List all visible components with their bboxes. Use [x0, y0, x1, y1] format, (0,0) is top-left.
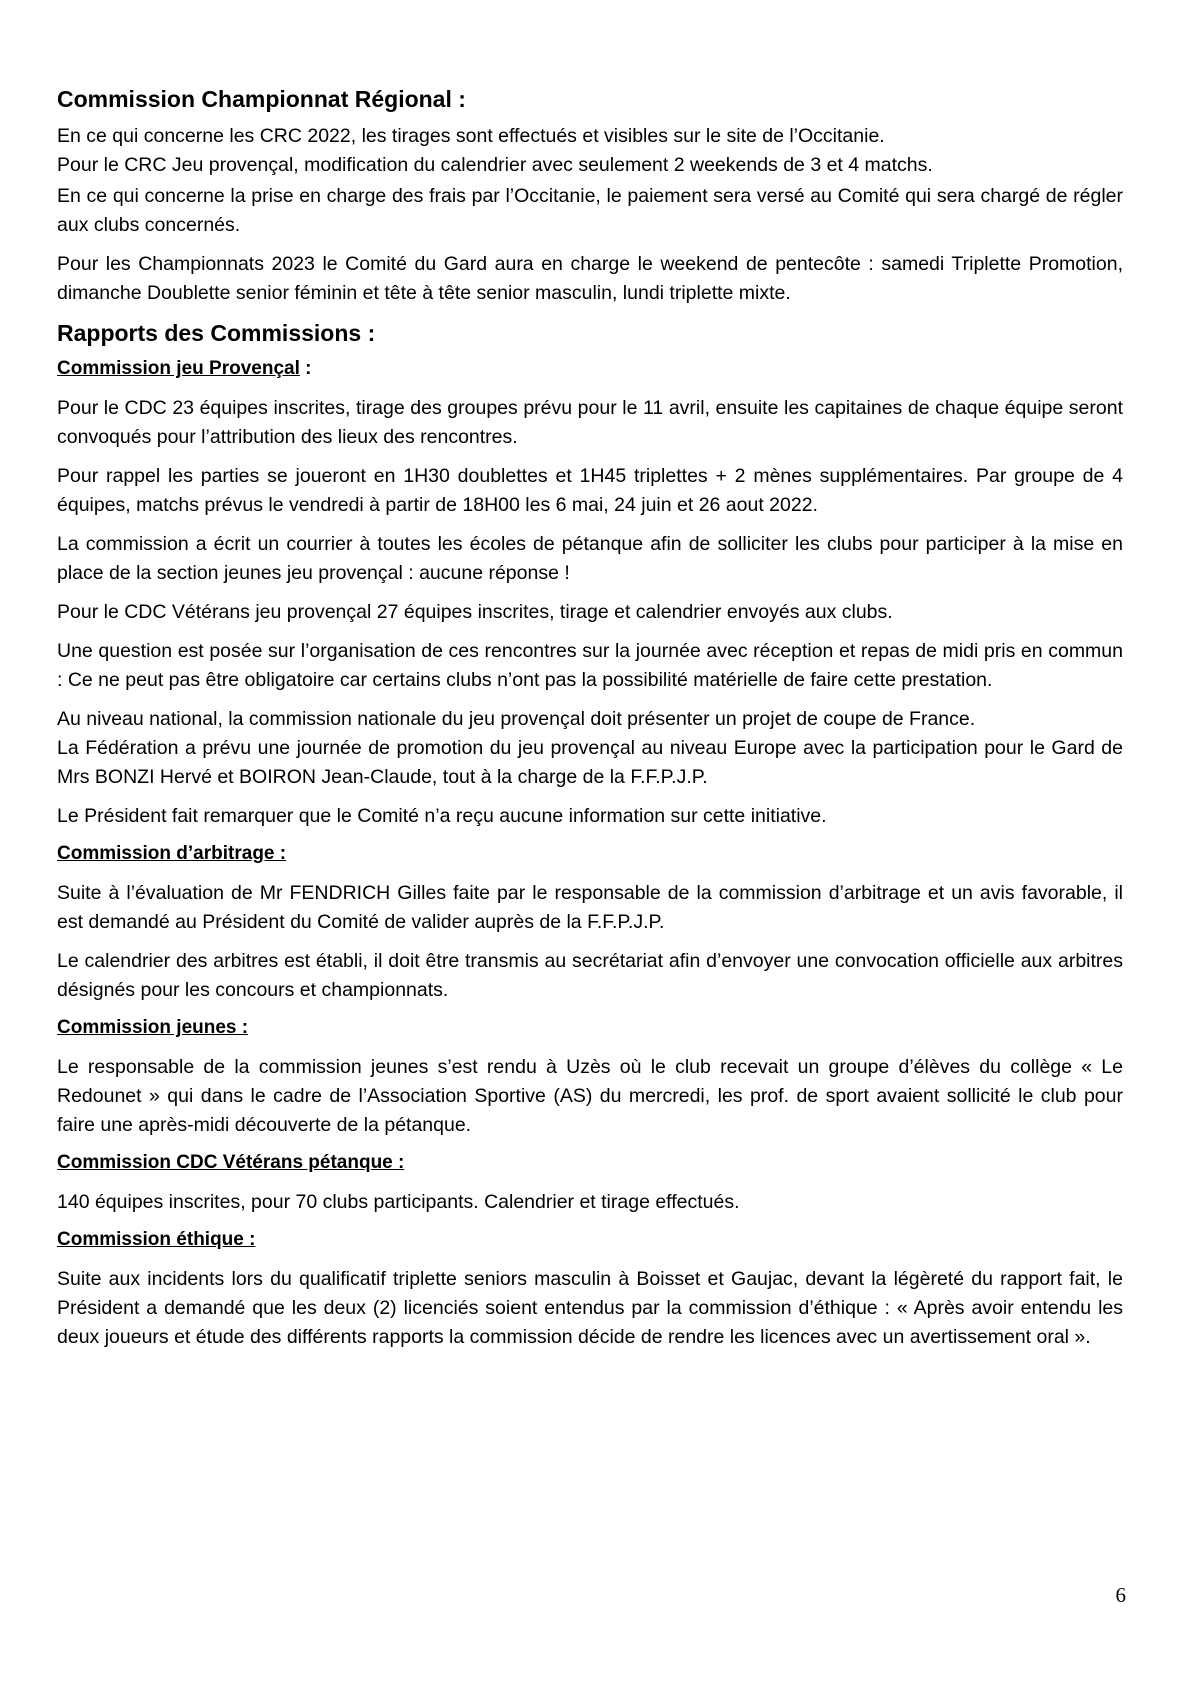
paragraph: Pour le CDC Vétérans jeu provençal 27 équipes inscrites, tirage et calendrier envoyés aux clubs.: [57, 601, 893, 623]
page-number: 6: [1115, 1583, 1126, 1607]
paragraph: Pour les Championnats 2023 le Comité du Gard aura en charge le weekend de pentecôte : samedi Triplette Promotion, dimanche Doublette senior féminin et tête à tête senior masculin, lundi triplette mixte.: [57, 253, 1123, 304]
heading-underlined-part: Commission jeu Provençal: [57, 358, 300, 379]
paragraph: 140 équipes inscrites, pour 70 clubs participants. Calendrier et tirage effectués.: [57, 1191, 740, 1213]
paragraph: Pour rappel les parties se joueront en 1H30 doublettes et 1H45 triplettes + 2 mènes supplémentaires. Par groupe de 4 équipes, matchs prévus le vendredi à partir de 18H00 les 6 mai, 24 juin et 26 aout 2022.: [57, 465, 1123, 516]
paragraph: Une question est posée sur l’organisation de ces rencontres sur la journée avec réception et repas de midi pris en commun : Ce ne peut pas être obligatoire car certains clubs n’ont pas la possibilité matérielle de faire cette prestation.: [57, 640, 1123, 691]
paragraph: [57, 122, 1123, 180]
paragraph: Suite aux incidents lors du qualificatif triplette seniors masculin à Boisset et Gaujac, devant la légèreté du rapport fait, le Président a demandé que les deux (2) licenciés soient entendus par la commission d’éthique : « Après avoir entendu les deux joueurs et étude des différents rapports la commission décide de rendre les licences avec un avertissement oral ».: [57, 1268, 1123, 1348]
heading-rapports-commissions: Rapports des Commissions :: [57, 320, 376, 346]
heading-commission-cdc-veterans: Commission CDC Vétérans pétanque :: [57, 1152, 405, 1173]
heading-commission-arbitrage: Commission d’arbitrage :: [57, 843, 287, 864]
paragraph: Le responsable de la commission jeunes s’est rendu à Uzès où le club recevait un groupe d’élèves du collège « Le Redounet » qui dans le cadre de l’Association Sportive (AS) du mercredi, les prof. de sport avaient sollicité le club pour faire une après-midi découverte de la pétanque.: [57, 1056, 1123, 1136]
heading-commission-ethique: Commission éthique :: [57, 1229, 256, 1250]
line-crc-jeu-provencal: Pour le CRC Jeu provençal, modification du calendrier avec seulement 2 weekends de 3 et 4 matchs.: [57, 154, 933, 176]
paragraph: [57, 705, 1123, 792]
paragraph: En ce qui concerne la prise en charge des frais par l’Occitanie, le paiement sera versé au Comité qui sera chargé de régler aux clubs concernés.: [57, 185, 1123, 236]
paragraph: Suite à l’évaluation de Mr FENDRICH Gilles faite par le responsable de la commission d’arbitrage et un avis favorable, il est demandé au Président du Comité de valider auprès de la F.F.P.J.P.: [57, 882, 1123, 933]
line-federation: La Fédération a prévu une journée de promotion du jeu provençal au niveau Europe avec la participation pour le Gard de Mrs BONZI Hervé et BOIRON Jean-Claude, tout à la charge de la F.F.P.J.P.: [57, 737, 1123, 788]
paragraph: La commission a écrit un courrier à toutes les écoles de pétanque afin de solliciter les clubs pour participer à la mise en place de la section jeunes jeu provençal : aucune réponse !: [57, 533, 1123, 584]
heading-suffix: :: [299, 358, 312, 379]
line-crc-2022: En ce qui concerne les CRC 2022, les tirages sont effectués et visibles sur le site de l’Occitanie.: [57, 125, 885, 147]
paragraph: Le calendrier des arbitres est établi, il doit être transmis au secrétariat afin d’envoyer une convocation officielle aux arbitres désignés pour les concours et championnats.: [57, 950, 1123, 1001]
heading-commission-jeu-provencal: [57, 356, 1123, 382]
paragraph: Pour le CDC 23 équipes inscrites, tirage des groupes prévu pour le 11 avril, ensuite les capitaines de chaque équipe seront convoqués pour l’attribution des lieux des rencontres.: [57, 397, 1123, 448]
heading-championnat-regional: Commission Championnat Régional :: [57, 86, 466, 112]
heading-commission-jeunes: Commission jeunes :: [57, 1017, 249, 1038]
document-page: [57, 84, 1123, 1362]
paragraph: Le Président fait remarquer que le Comité n’a reçu aucune information sur cette initiative.: [57, 805, 827, 827]
line-national: Au niveau national, la commission nationale du jeu provençal doit présenter un projet de coupe de France.: [57, 708, 976, 730]
